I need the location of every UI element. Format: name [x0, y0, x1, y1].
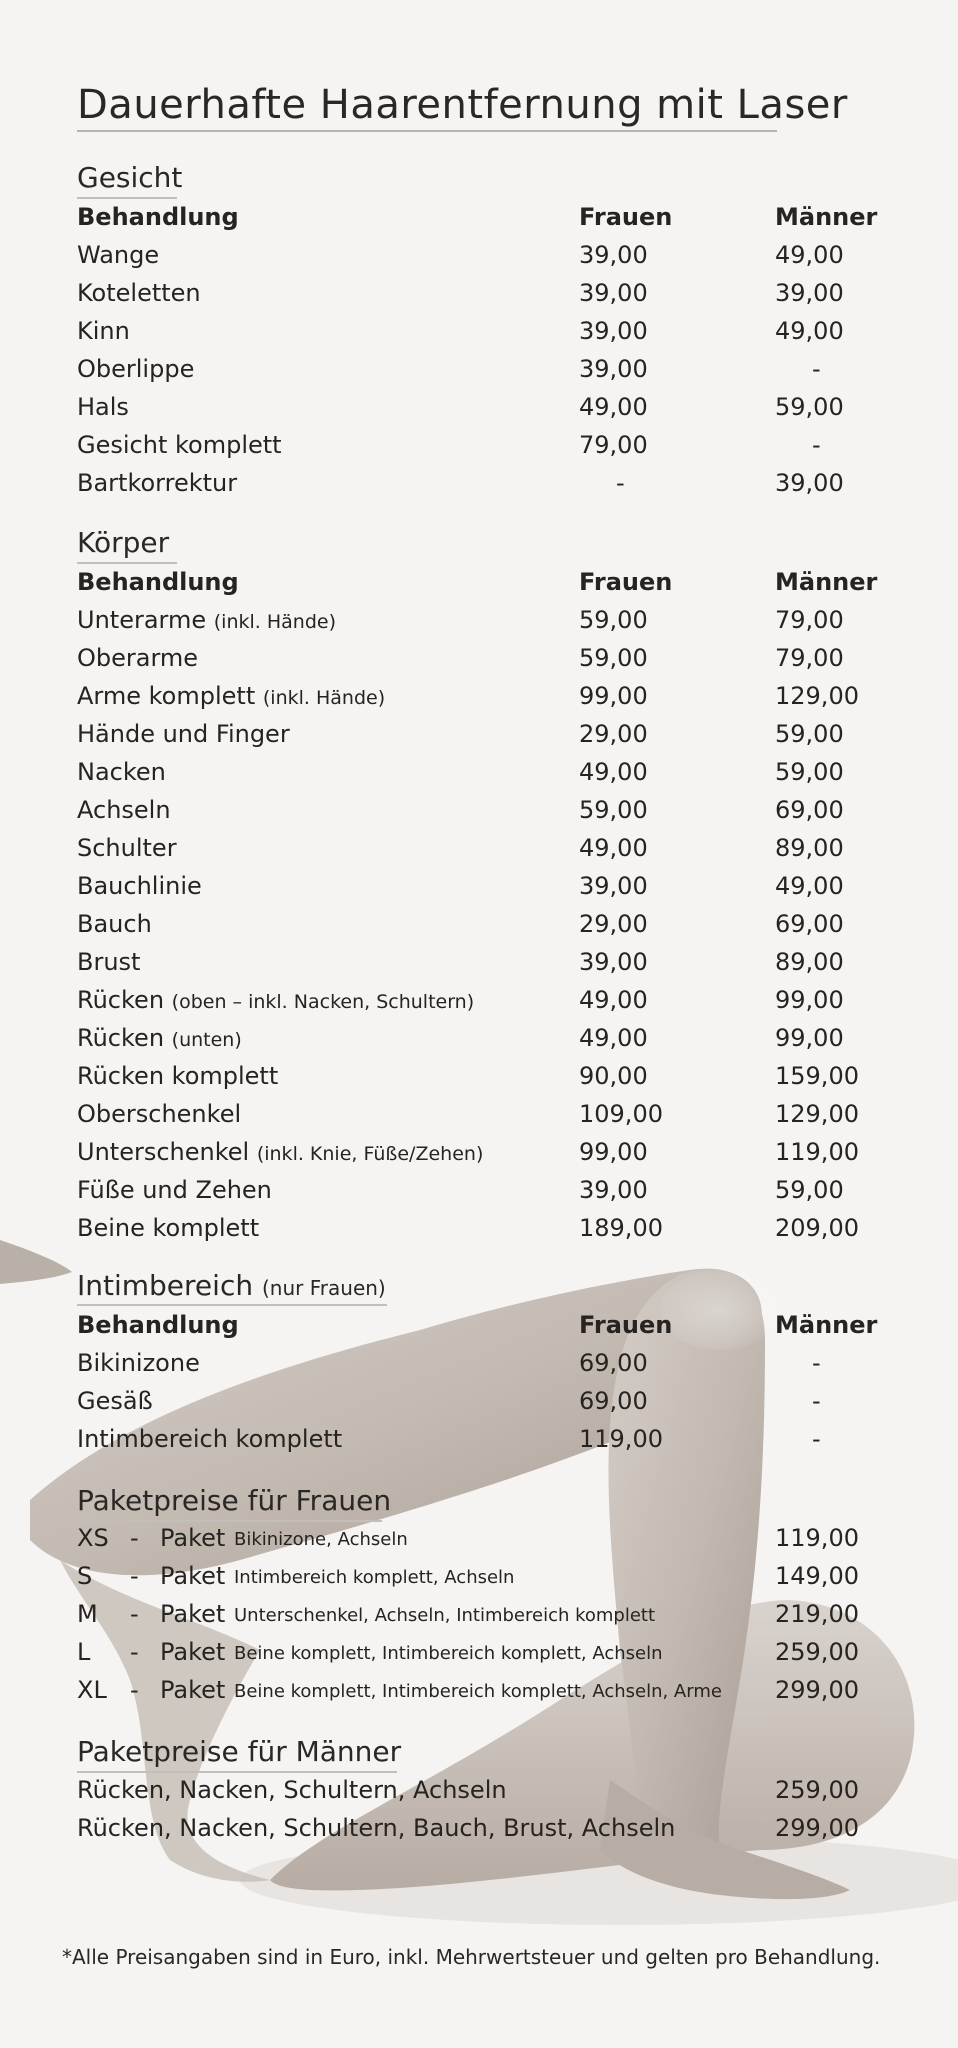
- row-women-price: 90,00: [579, 1062, 648, 1090]
- row-women-price: 189,00: [579, 1214, 663, 1242]
- table-row: [0, 1349, 958, 1387]
- package-description: Rücken, Nacken, Schultern, Bauch, Brust, Achseln: [77, 1814, 676, 1842]
- row-note: (inkl. Knie, Füße/Zehen): [256, 1143, 484, 1165]
- section-title-intimbereich: [77, 1269, 386, 1302]
- table-row: [0, 1138, 958, 1176]
- header-treatment: Behandlung: [77, 568, 239, 596]
- package-row: [0, 1524, 958, 1562]
- row-name: Arme komplett: [77, 682, 256, 710]
- row-women-price: 39,00: [579, 241, 648, 269]
- table-row: [0, 393, 958, 431]
- row-men-price: -: [812, 1387, 821, 1415]
- table-row: [0, 606, 958, 644]
- row-note: (unten): [171, 1029, 242, 1051]
- row-name: Achseln: [77, 796, 171, 824]
- table-row: [0, 758, 958, 796]
- row-women-price: 49,00: [579, 758, 648, 786]
- row-men-price: 209,00: [775, 1214, 859, 1242]
- row-men-price: -: [812, 1349, 821, 1377]
- table-row: [0, 279, 958, 317]
- row-name: Oberarme: [77, 644, 199, 672]
- row-men-price: 49,00: [775, 317, 844, 345]
- table-row: [0, 1100, 958, 1138]
- row-men-price: 49,00: [775, 872, 844, 900]
- package-description: Rücken, Nacken, Schultern, Achseln: [77, 1776, 507, 1804]
- row-name: Brust: [77, 948, 141, 976]
- package-row: [0, 1638, 958, 1676]
- row-women-price: 29,00: [579, 720, 648, 748]
- package-size: XL: [77, 1676, 107, 1704]
- row-men-price: 59,00: [775, 393, 844, 421]
- package-size: XS: [77, 1524, 109, 1552]
- row-name: Nacken: [77, 758, 166, 786]
- row-women-price: 59,00: [579, 606, 648, 634]
- header-women: Frauen: [579, 568, 673, 596]
- row-women-price: 39,00: [579, 1176, 648, 1204]
- header-men: Männer: [775, 1311, 878, 1339]
- row-men-price: 49,00: [775, 241, 844, 269]
- row-label: [77, 682, 385, 710]
- row-men-price: 99,00: [775, 986, 844, 1014]
- row-name: Füße und Zehen: [77, 1176, 272, 1204]
- row-name: Bikinizone: [77, 1349, 200, 1377]
- row-label: [77, 1138, 483, 1166]
- table-row: [0, 872, 958, 910]
- package-separator: -: [130, 1638, 139, 1666]
- header-women: Frauen: [579, 1311, 673, 1339]
- package-row: [0, 1676, 958, 1714]
- row-women-price: 59,00: [579, 644, 648, 672]
- package-row: [0, 1600, 958, 1638]
- row-women-price: 39,00: [579, 279, 648, 307]
- row-women-price: 79,00: [579, 431, 648, 459]
- package-price: 299,00: [775, 1676, 859, 1704]
- row-women-price: 49,00: [579, 834, 648, 862]
- table-row: [0, 1024, 958, 1062]
- row-men-price: 69,00: [775, 910, 844, 938]
- package-separator: -: [130, 1524, 139, 1552]
- table-row: [0, 796, 958, 834]
- table-row: [0, 241, 958, 279]
- row-men-price: -: [812, 431, 821, 459]
- package-label: Paket: [160, 1524, 226, 1552]
- row-name: Bartkorrektur: [77, 469, 238, 497]
- row-women-price: 39,00: [579, 948, 648, 976]
- row-men-price: 119,00: [775, 1138, 859, 1166]
- row-women-price: 99,00: [579, 682, 648, 710]
- row-women-price: 119,00: [579, 1425, 663, 1453]
- row-men-price: 79,00: [775, 606, 844, 634]
- row-women-price: 49,00: [579, 986, 648, 1014]
- package-description: Beine komplett, Intimbereich komplett, Achseln: [234, 1643, 663, 1664]
- table-row: [0, 1425, 958, 1463]
- package-description: Bikinizone, Achseln: [234, 1529, 408, 1550]
- table-row: [0, 1062, 958, 1100]
- row-women-price: 49,00: [579, 1024, 648, 1052]
- package-size: M: [77, 1600, 98, 1628]
- row-name: Bauch: [77, 910, 152, 938]
- table-row: [0, 682, 958, 720]
- row-name: Kinn: [77, 317, 130, 345]
- package-description: Beine komplett, Intimbereich komplett, Achseln, Arme: [234, 1681, 722, 1702]
- row-men-price: 89,00: [775, 948, 844, 976]
- package-price: 119,00: [775, 1524, 859, 1552]
- section-underline: [77, 1304, 387, 1306]
- row-men-price: 59,00: [775, 1176, 844, 1204]
- section-underline: [77, 562, 177, 564]
- row-men-price: 59,00: [775, 720, 844, 748]
- row-note: (oben – inkl. Nacken, Schultern): [171, 991, 475, 1013]
- section-title-paket-maenner: Paketpreise für Männer: [77, 1735, 402, 1768]
- row-women-price: 99,00: [579, 1138, 648, 1166]
- header-men: Männer: [775, 568, 878, 596]
- row-name: Gesäß: [77, 1387, 153, 1415]
- header-women: Frauen: [579, 203, 673, 231]
- section-subtitle: (nur Frauen): [262, 1276, 386, 1300]
- section-underline: [77, 1520, 382, 1522]
- table-row: [0, 1176, 958, 1214]
- package-price: 299,00: [775, 1814, 859, 1842]
- row-men-price: 99,00: [775, 1024, 844, 1052]
- row-name: Unterarme: [77, 606, 207, 634]
- table-row: [0, 720, 958, 758]
- package-label: Paket: [160, 1638, 226, 1666]
- row-men-price: -: [812, 1425, 821, 1453]
- table-header-intimbereich: [0, 1311, 958, 1349]
- table-row: [0, 910, 958, 948]
- row-men-price: 129,00: [775, 1100, 859, 1128]
- row-men-price: 59,00: [775, 758, 844, 786]
- row-name: Intimbereich komplett: [77, 1425, 343, 1453]
- row-women-price: 49,00: [579, 393, 648, 421]
- title-underline: [77, 130, 777, 132]
- row-name: Unterschenkel: [77, 1138, 250, 1166]
- package-description: Unterschenkel, Achseln, Intimbereich komplett: [234, 1605, 656, 1626]
- table-row: [0, 948, 958, 986]
- section-title-text: Intimbereich: [77, 1269, 254, 1302]
- row-women-price: 39,00: [579, 355, 648, 383]
- section-title-gesicht: Gesicht: [77, 161, 183, 194]
- header-treatment: Behandlung: [77, 1311, 239, 1339]
- table-row: [0, 469, 958, 507]
- package-separator: -: [130, 1600, 139, 1628]
- section-underline: [77, 1771, 397, 1773]
- package-separator: -: [130, 1676, 139, 1704]
- table-row: [0, 644, 958, 682]
- row-women-price: 29,00: [579, 910, 648, 938]
- package-price: 219,00: [775, 1600, 859, 1628]
- section-title-koerper: Körper: [77, 526, 170, 559]
- row-women-price: 39,00: [579, 872, 648, 900]
- row-label: [77, 606, 336, 634]
- row-women-price: -: [616, 469, 625, 497]
- package-label: Paket: [160, 1562, 226, 1590]
- row-men-price: -: [812, 355, 821, 383]
- header-treatment: Behandlung: [77, 203, 239, 231]
- package-price: 259,00: [775, 1638, 859, 1666]
- row-name: Hals: [77, 393, 129, 421]
- page-title: Dauerhafte Haarentfernung mit Laser: [77, 82, 848, 128]
- header-men: Männer: [775, 203, 878, 231]
- table-row: [0, 834, 958, 872]
- row-name: Hände und Finger: [77, 720, 290, 748]
- table-row: [0, 986, 958, 1024]
- package-description: Intimbereich komplett, Achseln: [234, 1567, 515, 1588]
- row-men-price: 79,00: [775, 644, 844, 672]
- row-name: Koteletten: [77, 279, 201, 307]
- package-label: Paket: [160, 1600, 226, 1628]
- table-row: [0, 317, 958, 355]
- package-row: [0, 1814, 958, 1852]
- row-men-price: 89,00: [775, 834, 844, 862]
- package-row: [0, 1776, 958, 1814]
- row-name: Gesicht komplett: [77, 431, 282, 459]
- row-label: [77, 1024, 242, 1052]
- package-separator: -: [130, 1562, 139, 1590]
- row-name: Wange: [77, 241, 160, 269]
- row-name: Beine komplett: [77, 1214, 260, 1242]
- row-name: Rücken: [77, 1024, 165, 1052]
- row-name: Oberschenkel: [77, 1100, 242, 1128]
- row-note: (inkl. Hände): [262, 687, 386, 709]
- package-price: 149,00: [775, 1562, 859, 1590]
- footnote: *Alle Preisangaben sind in Euro, inkl. Mehrwertsteuer und gelten pro Behandlung.: [62, 1945, 881, 1969]
- row-women-price: 39,00: [579, 317, 648, 345]
- row-men-price: 159,00: [775, 1062, 859, 1090]
- section-underline: [77, 197, 177, 199]
- row-women-price: 59,00: [579, 796, 648, 824]
- table-header-gesicht: [0, 203, 958, 241]
- row-men-price: 39,00: [775, 469, 844, 497]
- package-price: 259,00: [775, 1776, 859, 1804]
- package-label: Paket: [160, 1676, 226, 1704]
- row-women-price: 69,00: [579, 1387, 648, 1415]
- row-women-price: 69,00: [579, 1349, 648, 1377]
- row-men-price: 69,00: [775, 796, 844, 824]
- table-row: [0, 1387, 958, 1425]
- row-name: Rücken: [77, 986, 165, 1014]
- row-name: Bauchlinie: [77, 872, 202, 900]
- table-header-koerper: [0, 568, 958, 606]
- package-row: [0, 1562, 958, 1600]
- table-row: [0, 355, 958, 393]
- table-row: [0, 1214, 958, 1252]
- package-size: S: [77, 1562, 93, 1590]
- row-name: Rücken komplett: [77, 1062, 279, 1090]
- row-men-price: 129,00: [775, 682, 859, 710]
- row-note: (inkl. Hände): [213, 611, 336, 633]
- package-size: L: [77, 1638, 91, 1666]
- table-row: [0, 431, 958, 469]
- row-label: [77, 986, 474, 1014]
- row-name: Oberlippe: [77, 355, 195, 383]
- row-women-price: 109,00: [579, 1100, 663, 1128]
- section-title-paket-frauen: Paketpreise für Frauen: [77, 1484, 392, 1517]
- row-name: Schulter: [77, 834, 177, 862]
- row-men-price: 39,00: [775, 279, 844, 307]
